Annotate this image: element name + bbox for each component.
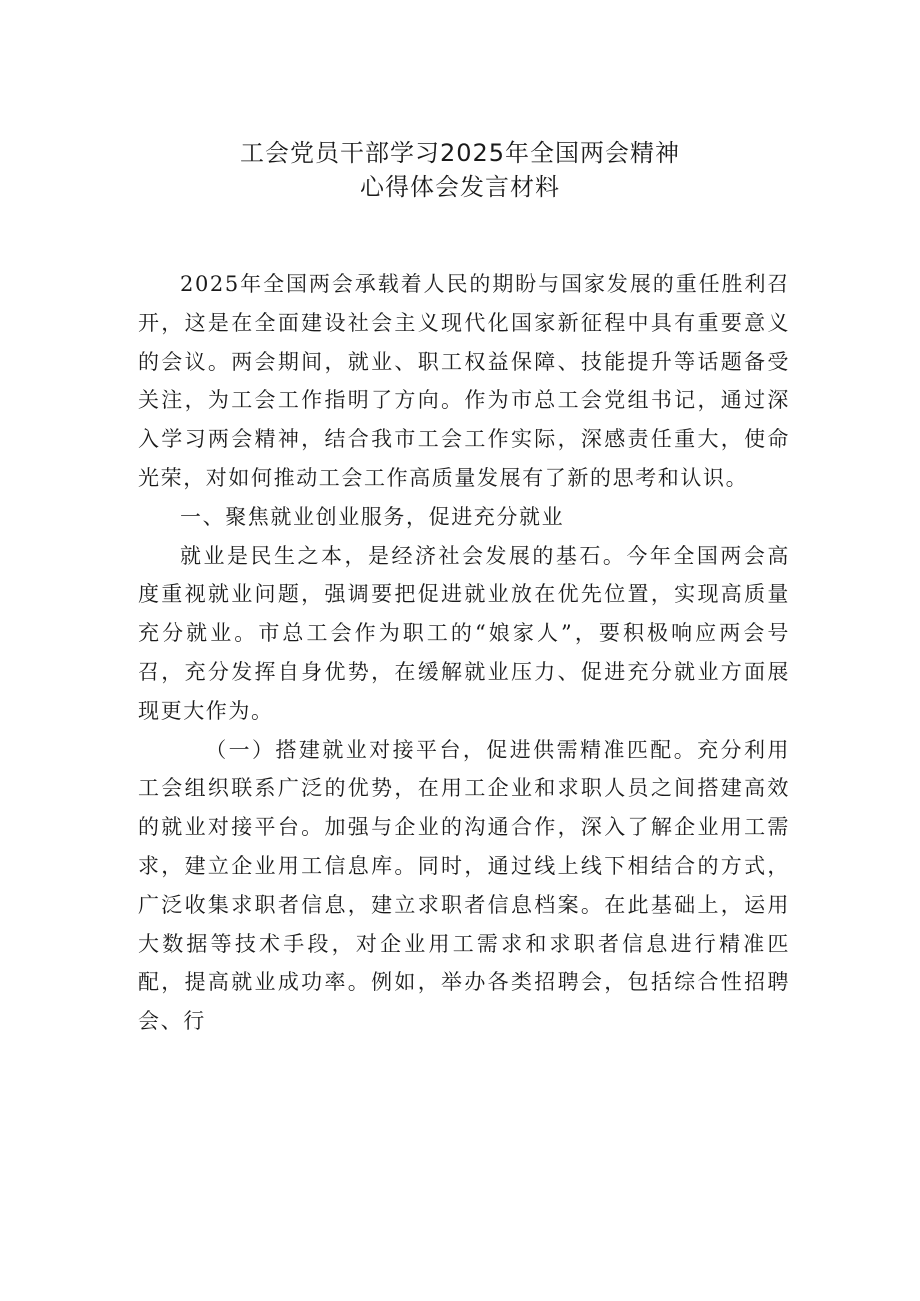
document-title-line-2: 心得体会发言材料 bbox=[360, 173, 560, 201]
intro-paragraph: 2025年全国两会承载着人民的期盼与国家发展的重任胜利召开，这是在全面建设社会主义现代化国家新征程中具有重要意义的会议。两会期间，就业、职工权益保障、技能提升等话题备受关注，为工会工作指明了方向。作为市总工会党组书记，通过深入学习两会精神，结合我市工会工作实际，深感责任重大，使命光荣，对如何推动工会工作高质量发展有了新的思考和认识。 bbox=[138, 272, 790, 490]
section-heading-1: 一、聚焦就业创业服务，促进充分就业 bbox=[180, 504, 565, 529]
document-body bbox=[138, 265, 790, 1041]
subsection-1-paragraph: （一）搭建就业对接平台，促进供需精准匹配。充分利用工会组织联系广泛的优势，在用工企业和求职人员之间搭建高效的就业对接平台。加强与企业的沟通合作，深入了解企业用工需求，建立企业用工信息库。同时，通过线上线下相结合的方式，广泛收集求职者信息，建立求职者信息档案。在此基础上，运用大数据等技术手段，对企业用工需求和求职者信息进行精准匹配，提高就业成功率。例如，举办各类招聘会，包括综合性招聘会、行 bbox=[138, 737, 790, 1034]
section-1-paragraph: 就业是民生之本，是经济社会发展的基石。今年全国两会高度重视就业问题，强调要把促进就业放在优先位置，实现高质量充分就业。市总工会作为职工的“娘家人”，要积极响应两会号召，充分发挥自身优势，在缓解就业压力、促进充分就业方面展现更大作为。 bbox=[138, 543, 790, 723]
document-title-line-1: 工会党员干部学习2025年全国两会精神 bbox=[239, 139, 681, 167]
